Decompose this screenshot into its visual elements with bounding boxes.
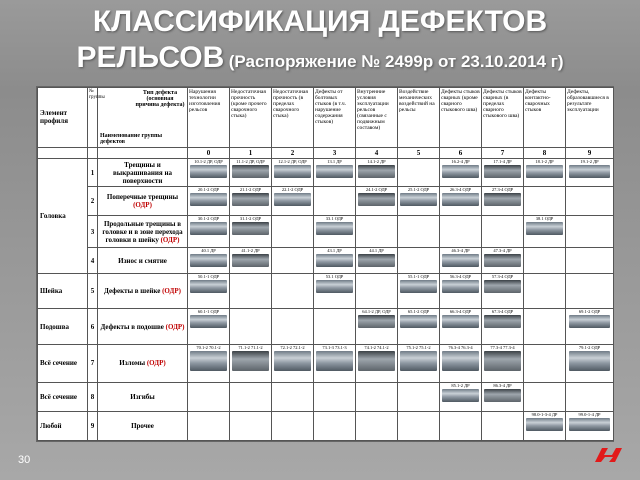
rail-defect-photo xyxy=(526,418,562,431)
defect-cell xyxy=(482,309,524,344)
defect-code: 40.1 ДР xyxy=(188,248,229,253)
defect-cell xyxy=(566,383,614,412)
rail-defect-photo xyxy=(274,193,310,206)
group-name-cell xyxy=(98,309,188,344)
rail-defect-photo xyxy=(526,165,562,178)
defect-cell xyxy=(398,187,440,216)
header-col-9: Дефекты, образовавшиеся в результате эксплуатации xyxy=(566,88,614,148)
col-number-5: 5 xyxy=(398,147,440,158)
defect-code: 33.1 ОДР xyxy=(314,216,355,221)
defect-code: 44.1 ДР xyxy=(356,248,397,253)
defect-cell xyxy=(230,158,272,187)
header-col-6: Дефекты стыков сварных (кроме сварного стыкового шва) xyxy=(440,88,482,148)
table-row xyxy=(38,309,614,344)
rail-defect-photo xyxy=(316,254,352,267)
header-defect-type-text: Тип дефекта (основная причина дефекта) xyxy=(135,90,185,108)
col-number-2: 2 xyxy=(272,147,314,158)
defect-cell xyxy=(356,158,398,187)
defect-cell xyxy=(356,274,398,309)
defect-code: 43.1 ДР xyxy=(314,248,355,253)
defect-cell xyxy=(482,344,524,383)
defect-cell xyxy=(524,383,566,412)
table-row xyxy=(38,158,614,187)
defect-code: 70.1-2 70.1-2 xyxy=(188,345,229,350)
defect-code: 50.1-1 ОДР xyxy=(188,274,229,279)
rail-defect-photo xyxy=(190,222,226,235)
defect-cell xyxy=(440,383,482,412)
defect-cell xyxy=(272,216,314,248)
defect-cell xyxy=(440,274,482,309)
title-line-1: КЛАССИФИКАЦИЯ ДЕФЕКТОВ xyxy=(92,5,548,38)
defect-code: 26.3-4 ОДР xyxy=(440,187,481,192)
rail-defect-photo xyxy=(569,418,610,431)
group-name-text: Прочее xyxy=(131,422,154,431)
defect-code: 16.2-4 ДР xyxy=(440,159,481,164)
header-col-5: Воздействие механических воздействий на рельсы xyxy=(398,88,440,148)
defect-code: 53.1 ОДР xyxy=(314,274,355,279)
defect-cell xyxy=(314,309,356,344)
defect-cell xyxy=(566,274,614,309)
defect-code: 76.3-4 76.3-4 xyxy=(440,345,481,350)
group-number-cell: 3 xyxy=(88,216,98,248)
rail-defect-photo xyxy=(358,315,394,328)
defect-cell xyxy=(188,274,230,309)
defect-cell xyxy=(188,248,230,274)
rail-defect-photo xyxy=(190,165,226,178)
defect-code: 57.3-4 ОДР xyxy=(482,274,523,279)
defect-cell xyxy=(482,187,524,216)
group-name-cell xyxy=(98,274,188,309)
rail-defect-photo xyxy=(484,280,520,293)
defect-cell xyxy=(440,309,482,344)
rail-defect-photo xyxy=(442,315,478,328)
defect-cell xyxy=(356,309,398,344)
group-name-danger-tag: (ОДР) xyxy=(133,201,152,210)
defect-code: 31.1-2 ОДР xyxy=(230,216,271,221)
defect-cell xyxy=(356,412,398,441)
group-name-cell xyxy=(98,187,188,216)
rail-defect-photo xyxy=(400,351,436,371)
col-number-1: 1 xyxy=(230,147,272,158)
defect-cell xyxy=(188,158,230,187)
defect-cell xyxy=(566,412,614,441)
defect-cell xyxy=(566,344,614,383)
classification-table-container xyxy=(36,86,614,442)
column-number-row xyxy=(38,147,614,158)
rail-defect-photo xyxy=(358,254,394,267)
table-row xyxy=(38,187,614,216)
defect-code: 55.1-1 ОДР xyxy=(398,274,439,279)
defect-cell xyxy=(482,383,524,412)
group-name-cell xyxy=(98,216,188,248)
rail-defect-photo xyxy=(358,193,394,206)
header-group-name-text: Наименование группы дефектов xyxy=(100,132,163,145)
group-number-cell: 1 xyxy=(88,158,98,187)
defect-cell xyxy=(524,248,566,274)
group-name-danger-tag: (ОДР) xyxy=(146,359,166,368)
defect-cell xyxy=(230,216,272,248)
defect-code: 20.1-2 ОДР xyxy=(188,187,229,192)
header-col-2: Недостаточная прочность (в пределах сварочного стыка) xyxy=(272,88,314,148)
defect-cell xyxy=(356,383,398,412)
defect-cell xyxy=(398,412,440,441)
group-name-text: Трещины и выкрашивания на поверхности xyxy=(112,160,173,185)
defect-cell xyxy=(272,309,314,344)
rail-defect-photo xyxy=(316,222,352,235)
defect-cell xyxy=(524,216,566,248)
defect-cell xyxy=(440,344,482,383)
defect-cell xyxy=(188,412,230,441)
defect-code: 41.1-2 ДР xyxy=(230,248,271,253)
rail-defect-photo xyxy=(442,165,478,178)
defect-cell xyxy=(272,344,314,383)
defect-cell xyxy=(356,344,398,383)
defect-code: 19.1-2 ДР xyxy=(566,159,613,164)
defect-cell xyxy=(524,274,566,309)
defect-code: 75.1-2 75.1-2 xyxy=(398,345,439,350)
element-profile-cell: Подошва xyxy=(38,309,88,344)
page-number: 30 xyxy=(18,454,31,466)
rail-defect-photo xyxy=(358,351,394,371)
defect-cell xyxy=(314,187,356,216)
col-number-3: 3 xyxy=(314,147,356,158)
defect-cell xyxy=(314,344,356,383)
table-row xyxy=(38,216,614,248)
header-col-4: Внутренние условия эксплуатации рельсов (связанные с подвижным составом) xyxy=(356,88,398,148)
rail-defect-photo xyxy=(232,165,268,178)
defect-cell xyxy=(230,248,272,274)
defect-code: 86.3-4 ДР xyxy=(482,383,523,388)
header-defect-type xyxy=(98,88,188,148)
rail-defect-photo xyxy=(400,280,436,293)
defect-cell xyxy=(314,158,356,187)
defect-cell xyxy=(398,383,440,412)
defect-code: 72.1-2 72.1-2 xyxy=(272,345,313,350)
rail-defect-photo xyxy=(232,254,268,267)
defect-cell xyxy=(188,383,230,412)
rail-defect-photo xyxy=(358,165,394,178)
element-profile-cell: Шейка xyxy=(38,274,88,309)
defect-cell xyxy=(482,158,524,187)
defect-cell xyxy=(440,248,482,274)
defect-code: 60.1-1 ОДР xyxy=(188,309,229,314)
rail-defect-photo xyxy=(232,222,268,235)
element-profile-cell: Всё сечение xyxy=(38,344,88,383)
defect-cell xyxy=(230,412,272,441)
defect-cell xyxy=(398,309,440,344)
defect-code: 12.1-2 ДР, ОДР xyxy=(272,159,313,164)
element-profile-cell: Любой xyxy=(38,412,88,441)
group-number-cell: 2 xyxy=(88,187,98,216)
classification-table xyxy=(37,87,614,441)
defect-cell xyxy=(356,187,398,216)
rail-defect-photo xyxy=(316,351,352,371)
header-row xyxy=(38,88,614,148)
defect-cell xyxy=(482,274,524,309)
title-line-2: РЕЛЬСОВ xyxy=(76,41,225,74)
rzd-logo-icon xyxy=(592,444,626,466)
defect-cell xyxy=(230,274,272,309)
group-number-cell: 7 xyxy=(88,344,98,383)
defect-cell xyxy=(482,248,524,274)
rail-defect-photo xyxy=(484,165,520,178)
defect-cell xyxy=(230,344,272,383)
defect-code: 47.3-4 ДР xyxy=(482,248,523,253)
defect-cell xyxy=(188,309,230,344)
defect-code: 24.1-2 ОДР xyxy=(356,187,397,192)
table-row xyxy=(38,344,614,383)
col-number-8: 8 xyxy=(524,147,566,158)
defect-cell xyxy=(314,248,356,274)
group-name-danger-tag: (ОДР) xyxy=(160,235,180,244)
table-row xyxy=(38,383,614,412)
group-name-danger-tag: (ОДР) xyxy=(165,322,185,331)
rail-defect-photo xyxy=(232,193,268,206)
rail-defect-photo xyxy=(442,280,478,293)
rail-defect-photo xyxy=(484,315,520,328)
rail-defect-photo xyxy=(190,315,226,328)
rail-defect-photo xyxy=(569,351,610,371)
defect-code: 79.1-2 ОДР xyxy=(566,345,613,350)
defect-cell xyxy=(524,158,566,187)
defect-cell xyxy=(188,216,230,248)
col-number-7: 7 xyxy=(482,147,524,158)
rail-defect-photo xyxy=(190,193,226,206)
header-col-3: Дефекты от болтовых стыков (в т.ч. нарушение содержания стыков) xyxy=(314,88,356,148)
group-name-text: Изгибы xyxy=(130,393,155,402)
table-row xyxy=(38,274,614,309)
defect-code: 21.1-2 ОДР xyxy=(230,187,271,192)
group-number-cell: 5 xyxy=(88,274,98,309)
defect-cell xyxy=(524,412,566,441)
rail-defect-photo xyxy=(484,254,520,267)
col-number-6: 6 xyxy=(440,147,482,158)
defect-cell xyxy=(398,344,440,383)
group-name-text: Дефекты в шейке xyxy=(104,287,161,296)
defect-cell xyxy=(314,412,356,441)
defect-cell xyxy=(440,158,482,187)
defect-code: 74.1-2 74.1-2 xyxy=(356,345,397,350)
defect-code: 18.1-2 ДР xyxy=(524,159,565,164)
rail-defect-photo xyxy=(190,254,226,267)
group-name-text: Изломы xyxy=(119,359,146,368)
group-number-cell: 4 xyxy=(88,248,98,274)
defect-code: 73.1-3 73.1-3 xyxy=(314,345,355,350)
defect-cell xyxy=(482,412,524,441)
element-profile-cell: Головка xyxy=(38,158,88,274)
group-name-cell xyxy=(98,158,188,187)
col-number-4: 4 xyxy=(356,147,398,158)
defect-cell xyxy=(356,216,398,248)
rail-defect-photo xyxy=(442,351,478,371)
col-number-0: 0 xyxy=(188,147,230,158)
group-number-cell: 8 xyxy=(88,383,98,412)
rail-defect-photo xyxy=(569,315,610,328)
header-col-0: Нарушения технологии изготовления рельсов xyxy=(188,88,230,148)
rail-defect-photo xyxy=(316,280,352,293)
defect-code: 99.0-1-4 ДР xyxy=(566,412,613,417)
header-col-7: Дефекты стыков сварных (в пределах сварного стыкового шва) xyxy=(482,88,524,148)
defect-code: 85.1-2 ДР xyxy=(440,383,481,388)
title-subtitle: (Распоряжение № 2499р от 23.10.2014 г) xyxy=(228,52,564,71)
defect-code: 22.1-2 ОДР xyxy=(272,187,313,192)
defect-cell xyxy=(272,274,314,309)
header-col-8: Дефекты контактно-сварочных стыков xyxy=(524,88,566,148)
defect-code: 71.1-2 71.1-2 xyxy=(230,345,271,350)
rail-defect-photo xyxy=(484,389,520,402)
defect-cell xyxy=(230,187,272,216)
table-row xyxy=(38,248,614,274)
defect-cell xyxy=(398,158,440,187)
defect-code: 56.3-4 ОДР xyxy=(440,274,481,279)
defect-code: 67.3-4 ОДР xyxy=(482,309,523,314)
defect-cell xyxy=(272,383,314,412)
defect-code: 10.1-2 ДР, ОДР xyxy=(188,159,229,164)
group-name-text: Поперечные трещины xyxy=(106,193,179,202)
header-element-profile: Элемент профиля xyxy=(38,88,88,148)
group-number-cell: 9 xyxy=(88,412,98,441)
defect-code: 65.1-2 ОДР xyxy=(398,309,439,314)
defect-code: 64.1-2 ДР, ОДР xyxy=(356,309,397,314)
rail-defect-photo xyxy=(442,193,478,206)
rail-defect-photo xyxy=(190,280,226,293)
slide-title xyxy=(0,4,640,81)
defect-code: 17.1-4 ДР xyxy=(482,159,523,164)
header-group-no: № группы xyxy=(88,88,98,148)
group-name-text: Дефекты в подошве xyxy=(100,322,164,331)
defect-cell xyxy=(440,412,482,441)
header-col-1: Недостаточная прочность (кроме прочего сварочного стыка) xyxy=(230,88,272,148)
defect-code: 66.3-4 ОДР xyxy=(440,309,481,314)
defect-code: 38.1 ОДР xyxy=(524,216,565,221)
defect-cell xyxy=(356,248,398,274)
defect-cell xyxy=(440,216,482,248)
defect-code: 46.3-4 ДР xyxy=(440,248,481,253)
defect-code: 30.1-2 ОДР xyxy=(188,216,229,221)
defect-code: 14.1-2 ДР xyxy=(356,159,397,164)
element-profile-cell: Всё сечение xyxy=(38,383,88,412)
rail-defect-photo xyxy=(526,222,562,235)
rail-defect-photo xyxy=(316,165,352,178)
group-number-cell: 6 xyxy=(88,309,98,344)
rail-defect-photo xyxy=(569,165,610,178)
defect-cell xyxy=(566,309,614,344)
rail-defect-photo xyxy=(400,315,436,328)
defect-cell xyxy=(188,187,230,216)
defect-code: 11.1-2 ДР, ОДР xyxy=(230,159,271,164)
rail-defect-photo xyxy=(484,193,520,206)
defect-cell xyxy=(272,248,314,274)
defect-code: 98.0-1-3-4 ДР xyxy=(524,412,565,417)
group-name-text: Продольные трещины в головке и в зоне перехода головки в шейку xyxy=(102,219,183,244)
defect-cell xyxy=(566,158,614,187)
defect-cell xyxy=(524,344,566,383)
defect-cell xyxy=(314,216,356,248)
defect-cell xyxy=(566,216,614,248)
rail-defect-photo xyxy=(400,193,436,206)
group-name-text: Износ и смятие xyxy=(118,256,167,265)
rail-defect-photo xyxy=(442,389,478,402)
group-name-cell xyxy=(98,344,188,383)
defect-cell xyxy=(272,187,314,216)
table-row xyxy=(38,412,614,441)
rail-defect-photo xyxy=(274,351,310,371)
defect-code: 25.1-2 ОДР xyxy=(398,187,439,192)
rail-defect-photo xyxy=(484,351,520,371)
defect-code: 27.3-4 ОДР xyxy=(482,187,523,192)
defect-cell xyxy=(314,274,356,309)
defect-cell xyxy=(230,383,272,412)
rail-defect-photo xyxy=(274,165,310,178)
defect-cell xyxy=(314,383,356,412)
defect-cell xyxy=(440,187,482,216)
defect-cell xyxy=(398,248,440,274)
rail-defect-photo xyxy=(442,254,478,267)
rail-defect-photo xyxy=(232,351,268,371)
col-number-9: 9 xyxy=(566,147,614,158)
defect-cell xyxy=(524,309,566,344)
defect-cell xyxy=(482,216,524,248)
defect-cell xyxy=(566,248,614,274)
defect-code: 13.1 ДР xyxy=(314,159,355,164)
defect-code: 77.3-4 77.3-4 xyxy=(482,345,523,350)
defect-code: 69.1-2 ОДР xyxy=(566,309,613,314)
defect-cell xyxy=(566,187,614,216)
defect-cell xyxy=(524,187,566,216)
group-name-cell xyxy=(98,248,188,274)
group-name-danger-tag: (ОДР) xyxy=(162,287,181,296)
defect-cell xyxy=(272,158,314,187)
defect-cell xyxy=(230,309,272,344)
defect-cell xyxy=(188,344,230,383)
defect-cell xyxy=(398,216,440,248)
defect-cell xyxy=(272,412,314,441)
rail-defect-photo xyxy=(190,351,226,371)
group-name-cell xyxy=(98,383,188,412)
group-name-cell xyxy=(98,412,188,441)
defect-cell xyxy=(398,274,440,309)
